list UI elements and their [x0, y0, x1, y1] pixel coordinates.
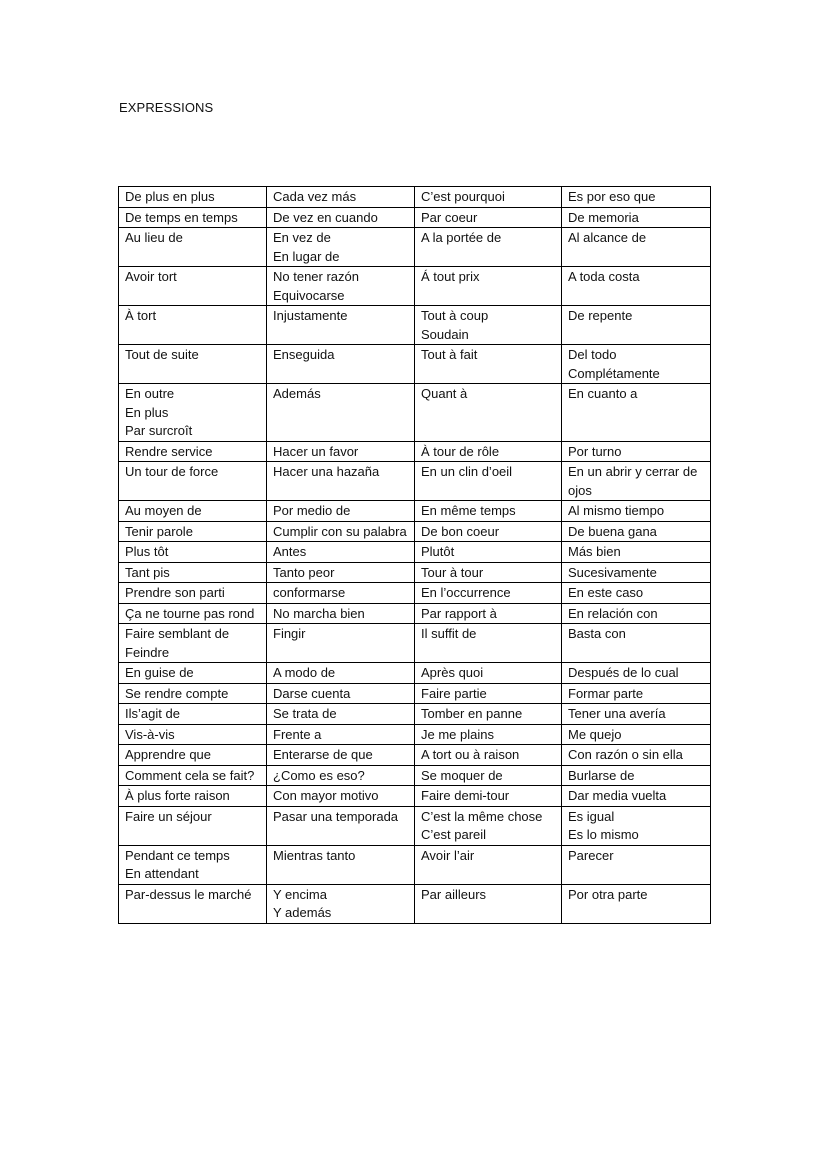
french-expression-2-cell: Se moquer de	[415, 765, 562, 786]
spanish-translation-2-cell: Formar parte	[562, 683, 711, 704]
french-expression-cell: Comment cela se fait?	[119, 765, 267, 786]
spanish-translation-cell: conformarse	[267, 583, 415, 604]
expressions-table-body	[119, 187, 711, 924]
spanish-translation-cell: Pasar una temporada	[267, 806, 415, 845]
french-expression-cell: Par-dessus le marché	[119, 884, 267, 923]
spanish-translation-cell: Fingir	[267, 624, 415, 663]
table-row	[119, 786, 711, 807]
spanish-translation-2-cell: Después de lo cual	[562, 663, 711, 684]
french-expression-cell: De plus en plus	[119, 187, 267, 208]
french-expression-cell: De temps en temps	[119, 207, 267, 228]
french-expression-2-cell: De bon coeur	[415, 521, 562, 542]
spanish-translation-2-cell: En cuanto a	[562, 384, 711, 442]
spanish-translation-cell: Se trata de	[267, 704, 415, 725]
french-expression-cell: Tout de suite	[119, 345, 267, 384]
french-expression-cell: Tant pis	[119, 562, 267, 583]
french-expression-2-cell: Tout à fait	[415, 345, 562, 384]
french-expression-cell: Plus tôt	[119, 542, 267, 563]
spanish-translation-cell: Darse cuenta	[267, 683, 415, 704]
table-row	[119, 845, 711, 884]
spanish-translation-2-cell: A toda costa	[562, 267, 711, 306]
spanish-translation-cell: Con mayor motivo	[267, 786, 415, 807]
french-expression-cell: En outre En plus Par surcroît	[119, 384, 267, 442]
table-row	[119, 765, 711, 786]
french-expression-2-cell: C’est la même chose C’est pareil	[415, 806, 562, 845]
spanish-translation-2-cell: En relación con	[562, 603, 711, 624]
table-row	[119, 683, 711, 704]
table-row	[119, 542, 711, 563]
french-expression-2-cell: Plutôt	[415, 542, 562, 563]
french-expression-2-cell: Tomber en panne	[415, 704, 562, 725]
expressions-table	[118, 186, 711, 924]
spanish-translation-2-cell: Dar media vuelta	[562, 786, 711, 807]
spanish-translation-cell: ¿Como es eso?	[267, 765, 415, 786]
french-expression-2-cell: Je me plains	[415, 724, 562, 745]
french-expression-2-cell: A tort ou à raison	[415, 745, 562, 766]
spanish-translation-2-cell: Con razón o sin ella	[562, 745, 711, 766]
table-row	[119, 745, 711, 766]
table-row	[119, 501, 711, 522]
french-expression-2-cell: Par rapport à	[415, 603, 562, 624]
spanish-translation-2-cell: En un abrir y cerrar de ojos	[562, 462, 711, 501]
spanish-translation-cell: En vez de En lugar de	[267, 228, 415, 267]
french-expression-2-cell: Tout à coup Soudain	[415, 306, 562, 345]
table-row	[119, 187, 711, 208]
french-expression-cell: En guise de	[119, 663, 267, 684]
table-row	[119, 603, 711, 624]
french-expression-2-cell: Quant à	[415, 384, 562, 442]
spanish-translation-2-cell: Más bien	[562, 542, 711, 563]
french-expression-cell: Tenir parole	[119, 521, 267, 542]
spanish-translation-cell: Además	[267, 384, 415, 442]
french-expression-2-cell: Á tout prix	[415, 267, 562, 306]
spanish-translation-cell: Enterarse de que	[267, 745, 415, 766]
spanish-translation-cell: Hacer un favor	[267, 441, 415, 462]
spanish-translation-cell: Enseguida	[267, 345, 415, 384]
french-expression-cell: Un tour de force	[119, 462, 267, 501]
french-expression-cell: Apprendre que	[119, 745, 267, 766]
spanish-translation-2-cell: Por otra parte	[562, 884, 711, 923]
table-row	[119, 462, 711, 501]
french-expression-cell: Faire semblant de Feindre	[119, 624, 267, 663]
table-row	[119, 345, 711, 384]
french-expression-cell: Vis-à-vis	[119, 724, 267, 745]
french-expression-2-cell: Après quoi	[415, 663, 562, 684]
spanish-translation-2-cell: Parecer	[562, 845, 711, 884]
spanish-translation-2-cell: Es por eso que	[562, 187, 711, 208]
french-expression-2-cell: Faire partie	[415, 683, 562, 704]
spanish-translation-cell: Mientras tanto	[267, 845, 415, 884]
french-expression-cell: Prendre son parti	[119, 583, 267, 604]
table-row	[119, 207, 711, 228]
spanish-translation-2-cell: Por turno	[562, 441, 711, 462]
french-expression-2-cell: En l’occurrence	[415, 583, 562, 604]
table-row	[119, 228, 711, 267]
spanish-translation-2-cell: Burlarse de	[562, 765, 711, 786]
table-row	[119, 521, 711, 542]
table-row	[119, 624, 711, 663]
table-row	[119, 724, 711, 745]
table-row	[119, 663, 711, 684]
spanish-translation-cell: A modo de	[267, 663, 415, 684]
french-expression-2-cell: C’est pourquoi	[415, 187, 562, 208]
spanish-translation-2-cell: En este caso	[562, 583, 711, 604]
table-row	[119, 562, 711, 583]
table-row	[119, 583, 711, 604]
table-row	[119, 441, 711, 462]
spanish-translation-2-cell: Sucesivamente	[562, 562, 711, 583]
french-expression-cell: Pendant ce temps En attendant	[119, 845, 267, 884]
spanish-translation-2-cell: Al mismo tiempo	[562, 501, 711, 522]
spanish-translation-2-cell: De repente	[562, 306, 711, 345]
spanish-translation-cell: Y encima Y además	[267, 884, 415, 923]
spanish-translation-2-cell: Basta con	[562, 624, 711, 663]
french-expression-cell: Au lieu de	[119, 228, 267, 267]
spanish-translation-2-cell: Del todo Complétamente	[562, 345, 711, 384]
spanish-translation-2-cell: Me quejo	[562, 724, 711, 745]
french-expression-cell: Se rendre compte	[119, 683, 267, 704]
french-expression-cell: Rendre service	[119, 441, 267, 462]
french-expression-cell: Avoir tort	[119, 267, 267, 306]
table-row	[119, 806, 711, 845]
spanish-translation-2-cell: De memoria	[562, 207, 711, 228]
spanish-translation-cell: Injustamente	[267, 306, 415, 345]
french-expression-2-cell: Avoir l’air	[415, 845, 562, 884]
french-expression-2-cell: À tour de rôle	[415, 441, 562, 462]
french-expression-2-cell: A la portée de	[415, 228, 562, 267]
spanish-translation-cell: Frente a	[267, 724, 415, 745]
spanish-translation-cell: Tanto peor	[267, 562, 415, 583]
french-expression-cell: Ils’agit de	[119, 704, 267, 725]
spanish-translation-2-cell: Al alcance de	[562, 228, 711, 267]
spanish-translation-2-cell: Es igual Es lo mismo	[562, 806, 711, 845]
page-title: EXPRESSIONS	[119, 100, 214, 115]
french-expression-cell: À plus forte raison	[119, 786, 267, 807]
table-row	[119, 306, 711, 345]
spanish-translation-cell: De vez en cuando	[267, 207, 415, 228]
french-expression-2-cell: Par ailleurs	[415, 884, 562, 923]
table-row	[119, 704, 711, 725]
spanish-translation-cell: Antes	[267, 542, 415, 563]
french-expression-cell: Ça ne tourne pas rond	[119, 603, 267, 624]
spanish-translation-cell: No marcha bien	[267, 603, 415, 624]
spanish-translation-cell: Cumplir con su palabra	[267, 521, 415, 542]
french-expression-2-cell: En même temps	[415, 501, 562, 522]
french-expression-cell: Au moyen de	[119, 501, 267, 522]
french-expression-2-cell: En un clin d’oeil	[415, 462, 562, 501]
spanish-translation-cell: Hacer una hazaña	[267, 462, 415, 501]
spanish-translation-cell: Por medio de	[267, 501, 415, 522]
french-expression-2-cell: Par coeur	[415, 207, 562, 228]
table-row	[119, 384, 711, 442]
french-expression-2-cell: Faire demi-tour	[415, 786, 562, 807]
french-expression-2-cell: Tour à tour	[415, 562, 562, 583]
spanish-translation-2-cell: Tener una avería	[562, 704, 711, 725]
french-expression-cell: Faire un séjour	[119, 806, 267, 845]
table-row	[119, 884, 711, 923]
french-expression-2-cell: Il suffit de	[415, 624, 562, 663]
spanish-translation-2-cell: De buena gana	[562, 521, 711, 542]
spanish-translation-cell: Cada vez más	[267, 187, 415, 208]
table-row	[119, 267, 711, 306]
french-expression-cell: À tort	[119, 306, 267, 345]
spanish-translation-cell: No tener razón Equivocarse	[267, 267, 415, 306]
